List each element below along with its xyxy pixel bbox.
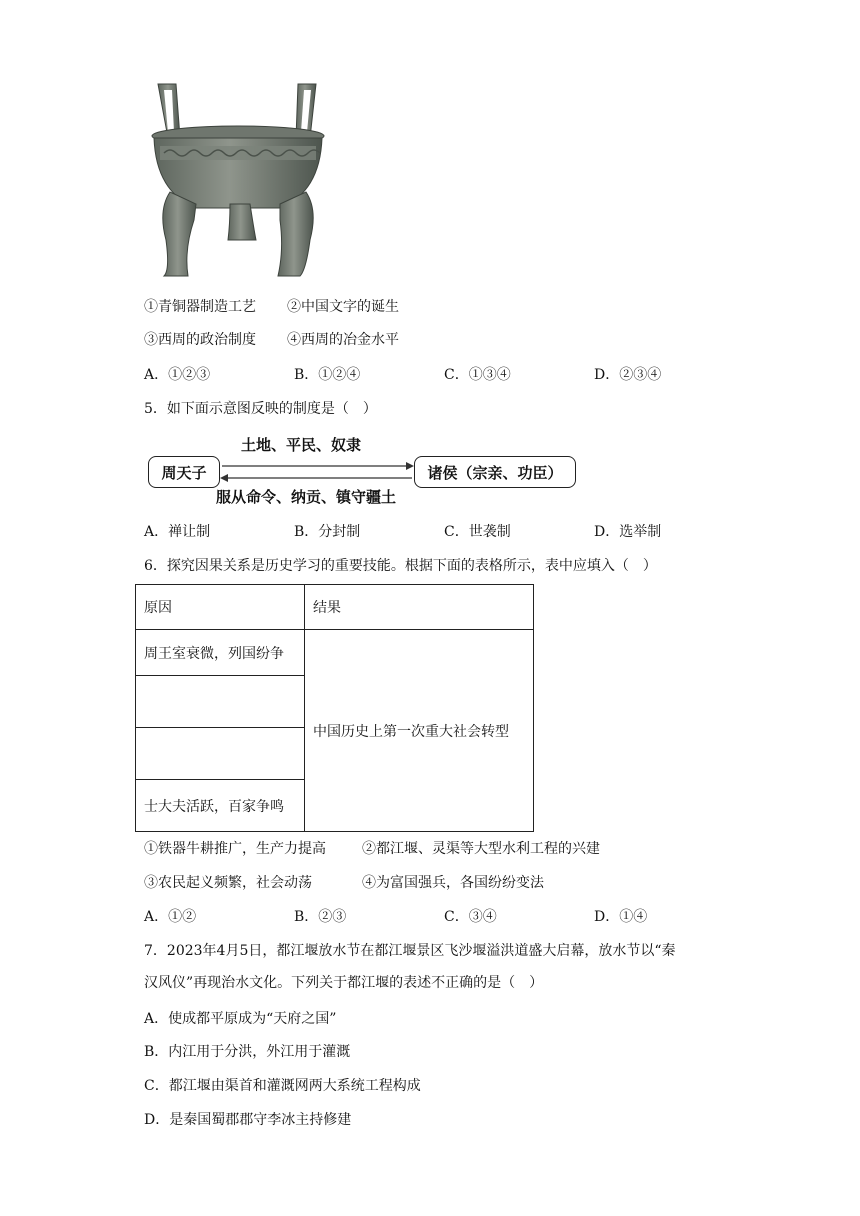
q5-diagram xyxy=(146,432,586,516)
q4-option-c: C．①③④ xyxy=(444,367,511,383)
q6-option-c: C．③④ xyxy=(444,909,497,925)
table-header-cause: 原因 xyxy=(136,585,305,630)
q7-option-a: A．使成都平原成为“天府之国” xyxy=(144,1011,337,1027)
q5-option-a: A．禅让制 xyxy=(144,524,211,540)
q7-option-b: B．内江用于分洪，外江用于灌溉 xyxy=(144,1044,351,1060)
q6-cause-result-table xyxy=(135,584,534,832)
q5-option-d: D．选举制 xyxy=(594,524,662,540)
diagram-bottom-label: 服从命令、纳贡、镇守疆土 xyxy=(216,488,397,506)
q4-option-a: A．①②③ xyxy=(144,367,211,383)
table-header-result: 结果 xyxy=(305,585,534,630)
q6-option-b: B．②③ xyxy=(294,909,347,925)
table-result: 中国历史上第一次重大社会转型 xyxy=(305,630,534,832)
q7-option-d: D．是秦国蜀郡郡守李冰主持修建 xyxy=(144,1112,352,1128)
q7-stem-line-1: 7．2023年4月5日，都江堰放水节在都江堰景区飞沙堰溢洪道盛大启幕，放水节以“秦 xyxy=(144,943,676,959)
q6-option-d: D．①④ xyxy=(594,909,648,925)
q7-option-c: C．都江堰由渠首和灌溉网两大系统工程构成 xyxy=(144,1078,421,1094)
q4-option-d: D．②③④ xyxy=(594,367,662,383)
table-cause-1: 周王室衰微，列国纷争 xyxy=(136,630,305,676)
q6-statement-1: ①铁器牛耕推广，生产力提高 xyxy=(144,841,326,857)
diagram-left-box: 周天子 xyxy=(148,456,220,488)
q6-statement-2: ②都江堰、灵渠等大型水利工程的兴建 xyxy=(362,841,600,857)
q4-statement-3: ③西周的政治制度 xyxy=(144,332,256,348)
diagram-top-label: 土地、平民、奴隶 xyxy=(241,436,362,454)
q4-option-b: B．①②④ xyxy=(294,367,361,383)
diagram-arrows-icon xyxy=(220,458,414,486)
q6-stem: 6．探究因果关系是历史学习的重要技能。根据下面的表格所示，表中应填入（ ） xyxy=(144,558,657,574)
q5-option-b: B．分封制 xyxy=(294,524,361,540)
table-cause-4: 士大夫活跃，百家争鸣 xyxy=(136,780,305,832)
q6-option-a: A．①② xyxy=(144,909,197,925)
table-cause-2 xyxy=(136,676,305,728)
diagram-right-box: 诸侯（宗亲、功臣） xyxy=(414,456,576,488)
q5-stem: 5．如下面示意图反映的制度是（ ） xyxy=(144,401,377,417)
bronze-ding-vessel-icon xyxy=(150,80,330,280)
q6-statement-3: ③农民起义频繁，社会动荡 xyxy=(144,875,312,891)
table-cause-3 xyxy=(136,728,305,780)
q6-statement-4: ④为富国强兵，各国纷纷变法 xyxy=(362,875,544,891)
q5-option-c: C．世袭制 xyxy=(444,524,511,540)
q4-statement-2: ②中国文字的诞生 xyxy=(287,299,399,315)
q4-statement-4: ④西周的冶金水平 xyxy=(287,332,399,348)
q7-stem-line-2: 汉风仪”再现治水文化。下列关于都江堰的表述不正确的是（ ） xyxy=(144,975,544,991)
q4-statement-1: ①青铜器制造工艺 xyxy=(144,299,256,315)
